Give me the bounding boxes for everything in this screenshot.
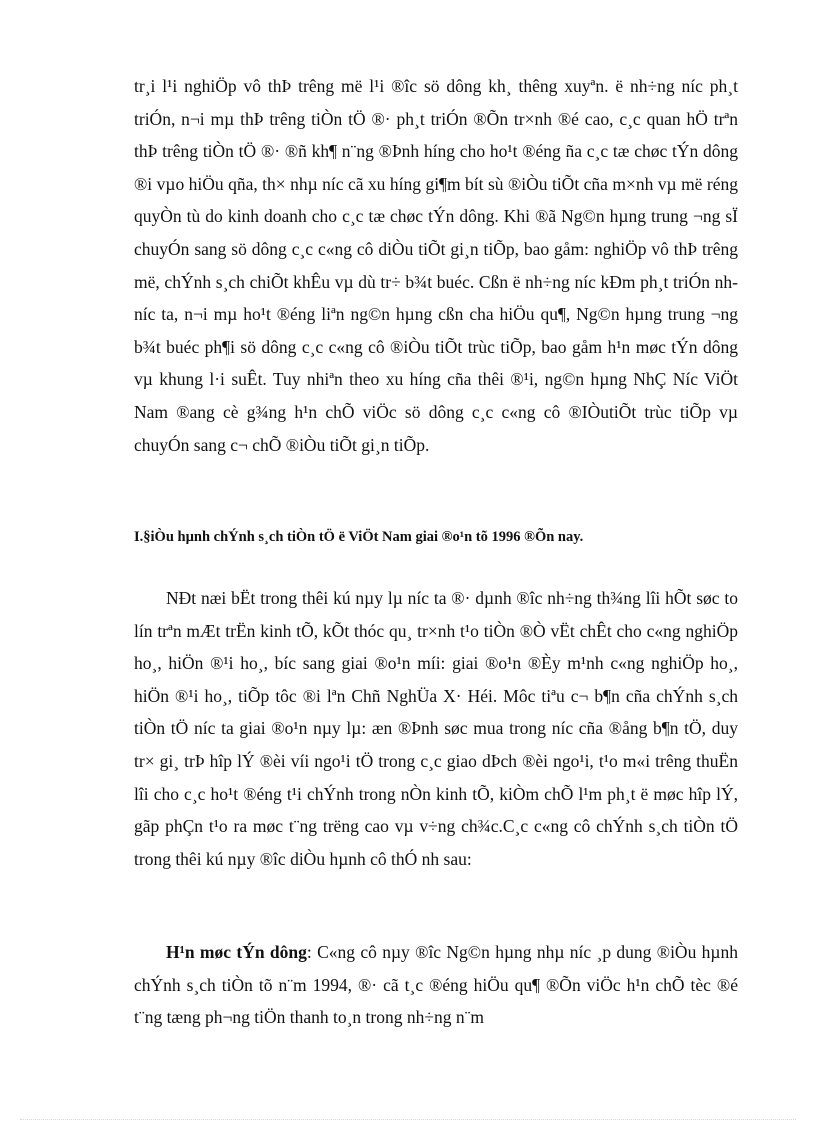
page-bottom-rule <box>20 1119 796 1120</box>
section-heading: I.§iÒu hµnh chÝnh s¸ch tiÒn tÖ ë ViÖt Nam giai ®o¹n tõ 1996 ®Õn nay. <box>134 529 584 545</box>
body-paragraph-3 <box>134 936 738 1034</box>
paragraph-lead-term: H¹n møc tÝn dông <box>166 942 307 962</box>
paragraph-3-text: : C«ng cô nµy ®îc Ng©n hµng nhµ níc ¸p dung ®iÒu hµnh chÝnh s¸ch tiÒn tõ n¨m 1994, ®· cã t¸c ®éng hiÖu qu¶ ®Õn viÖc h¹n chÕ tèc ®é t¨ng tæng ph¬ng tiÖn thanh to¸n trong nh÷ng n¨m <box>134 942 738 1028</box>
body-paragraph-1: tr¸i l¹i nghiÖp vô thÞ trêng më l¹i ®îc sö dông kh¸ thêng xuyªn. ë nh÷ng níc ph¸t triÓn, n¬i mµ thÞ trêng tiÒn tÖ ®· ph¸t triÓn ®Õn tr×nh ®é cao, c¸c quan hÖ trªn thÞ trêng tiÒn tÖ ®· ®ñ kh¶ n¨ng ®Þnh híng cho ho¹t ®éng ña c¸c tæ chøc tÝn dông ®i vµo hiÖu qña, th× nhµ níc cã xu híng gi¶m bít sù ®iÒu tiÕt cña m×nh vµ më réng quyÒn tù do kinh doanh cho c¸c tæ chøc tÝn dông. Khi ®ã Ng©n hµng trung ¬ng sÏ chuyÓn sang sö dông c¸c c«ng cô diÒu tiÕt gi¸n tiÕp, bao gåm: nghiÖp vô thÞ trêng më, chÝnh s¸ch chiÕt khÊu vµ dù tr÷ b¾t buéc. Cßn ë nh÷ng níc kÐm ph¸t triÓn nh níc ta, n¬i mµ ho¹t ®éng liªn ng©n hµng cßn cha hiÖu qu¶, Ng©n hµng trung ¬ng b¾t buéc ph¶i sö dông c¸c c«ng cô ®iÒu tiÕt trùc tiÕp, bao gåm h¹n møc tÝn dông vµ khung l·i suÊt. Tuy nhiªn theo xu híng cña thêi ®¹i, ng©n hµng NhÇ Níc ViÖt Nam ®ang cè g¾ng h¹n chÕ viÖc sö dông c¸c c«ng cô ®IÒutiÕt trùc tiÕp vµ chuyÓn sang c¬ chÕ ®iÒu tiÕt gi¸n tiÕp. <box>134 76 738 455</box>
body-paragraph-2: NÐt næi bËt trong thêi kú nµy lµ níc ta ®· dµnh ®îc nh÷ng th¾ng lîi hÕt søc to lín trªn mÆt trËn kinh tÕ, kÕt thóc qu¸ tr×nh t¹o tiÒn ®Ò vËt chÊt cho c«ng nghiÖp ho¸, hiÖn ®¹i ho¸, bíc sang giai ®o¹n míi: giai ®o¹n ®Èy m¹nh c«ng nghiÖp ho¸, hiÖn ®¹i ho¸, tiÕp tôc ®i lªn Chñ NghÜa X· Héi. Môc tiªu c¬ b¶n cña chÝnh s¸ch tiÒn tÖ níc ta giai ®o¹n nµy lµ: æn ®Þnh søc mua trong níc cña ®ång b¶n tÖ, duy tr× gi¸ trÞ hîp lÝ ®èi víi ngo¹i tÖ trong c¸c giao dÞch ®èi ngo¹i, t¹o m«i trêng thuËn lîi cho c¸c ho¹t ®éng t¹i chÝnh trong nÒn kinh tÕ, kiÒm chÕ l¹m ph¸t ë møc hîp lÝ, gãp phÇn t¹o ra møc t¨ng trëng cao vµ v÷ng ch¾c.C¸c c«ng cô chÝnh s¸ch tiÒn tÖ trong thêi kú nµy ®îc diÒu hµnh cô thÓ nh sau: <box>134 588 738 869</box>
